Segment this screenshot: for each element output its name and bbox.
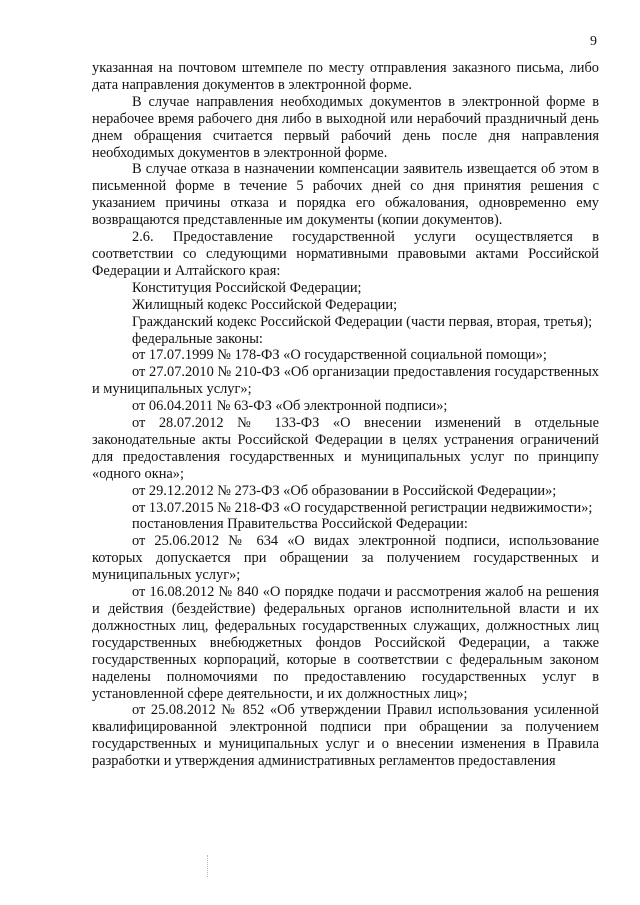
page-number: 9: [590, 34, 597, 49]
paragraph-electronic-submission: В случае направления необходимых документов в электронной форме в нерабочее время рабочего дня либо в выходной или нерабочий праздничный день днем обращения считается первый рабочий день после дня направления необходимых документов в электронной форме.: [92, 93, 599, 161]
list-item-law-210: от 27.07.2010 № 210-ФЗ «Об организации предоставления государственных и муниципальных услуг»;: [92, 364, 599, 398]
paragraph-submission-date: указанная на почтовом штемпеле по месту отправления заказного письма, либо дата направления документов в электронной форме.: [92, 60, 599, 93]
list-item-decree-634: от 25.06.2012 № 634 «О видах электронной подписи, использование которых допускается при обращении за получением государственных и муниципальных услуг»;: [92, 533, 599, 584]
scan-artifact-line: [207, 855, 209, 877]
list-item-law-218: от 13.07.2015 № 218-ФЗ «О государственной регистрации недвижимости»;: [132, 499, 593, 516]
list-item-decree-840: от 16.08.2012 № 840 «О порядке подачи и рассмотрения жалоб на решения и действия (бездействие) федеральных органов исполнительной власти и их должностных лиц, федеральных государственных служащих, должностных лиц государственных внебюджетных фондов Российской Федерации, а также государственных корпораций, которые в соответствии с федеральным законом наделены полномочиями по предоставлению государственных услуг в установленной сфере деятельности, и их должностных лиц»;: [92, 584, 599, 702]
list-item-constitution: Конституция Российской Федерации;: [132, 279, 362, 296]
list-heading-federal-laws: федеральные законы:: [132, 330, 263, 347]
list-item-law-273: от 29.12.2012 № 273-ФЗ «Об образовании в Российской Федерации»;: [132, 482, 557, 499]
list-heading-government-decrees: постановления Правительства Российской Федерации:: [132, 516, 468, 533]
list-item-housing-code: Жилищный кодекс Российской Федерации;: [132, 296, 398, 313]
list-item-law-133: от 28.07.2012 № 133-ФЗ «О внесении изменений в отдельные законодательные акты Российской Федерации в целях устранения ограничений для предоставления государственных и муниципальных услуг по принципу «одного окна»;: [92, 415, 599, 482]
document-body: [92, 60, 599, 770]
list-item-law-63: от 06.04.2011 № 63-ФЗ «Об электронной подписи»;: [132, 398, 448, 415]
paragraph-section-2-6: 2.6. Предоставление государственной услуги осуществляется в соответствии со следующими нормативными правовыми актами Российской Федерации и Алтайского края:: [92, 229, 599, 279]
list-item-civil-code: Гражданский кодекс Российской Федерации (части первая, вторая, третья);: [132, 313, 593, 330]
list-item-law-178: от 17.07.1999 № 178-ФЗ «О государственной социальной помощи»;: [132, 347, 547, 364]
list-item-decree-852: от 25.08.2012 № 852 «Об утверждении Правил использования усиленной квалифицированной электронной подписи при обращении за получением государственных и муниципальных услуг и о внесении изменения в Правила разработки и утверждения административных регламентов предоставления: [92, 702, 599, 770]
paragraph-refusal-notice: В случае отказа в назначении компенсации заявитель извещается об этом в письменной форме в течение 5 рабочих дней со дня принятия решения с указанием причины отказа и порядка его обжалования, одновременно ему возвращаются представленные им документы (копии документов).: [92, 161, 599, 229]
